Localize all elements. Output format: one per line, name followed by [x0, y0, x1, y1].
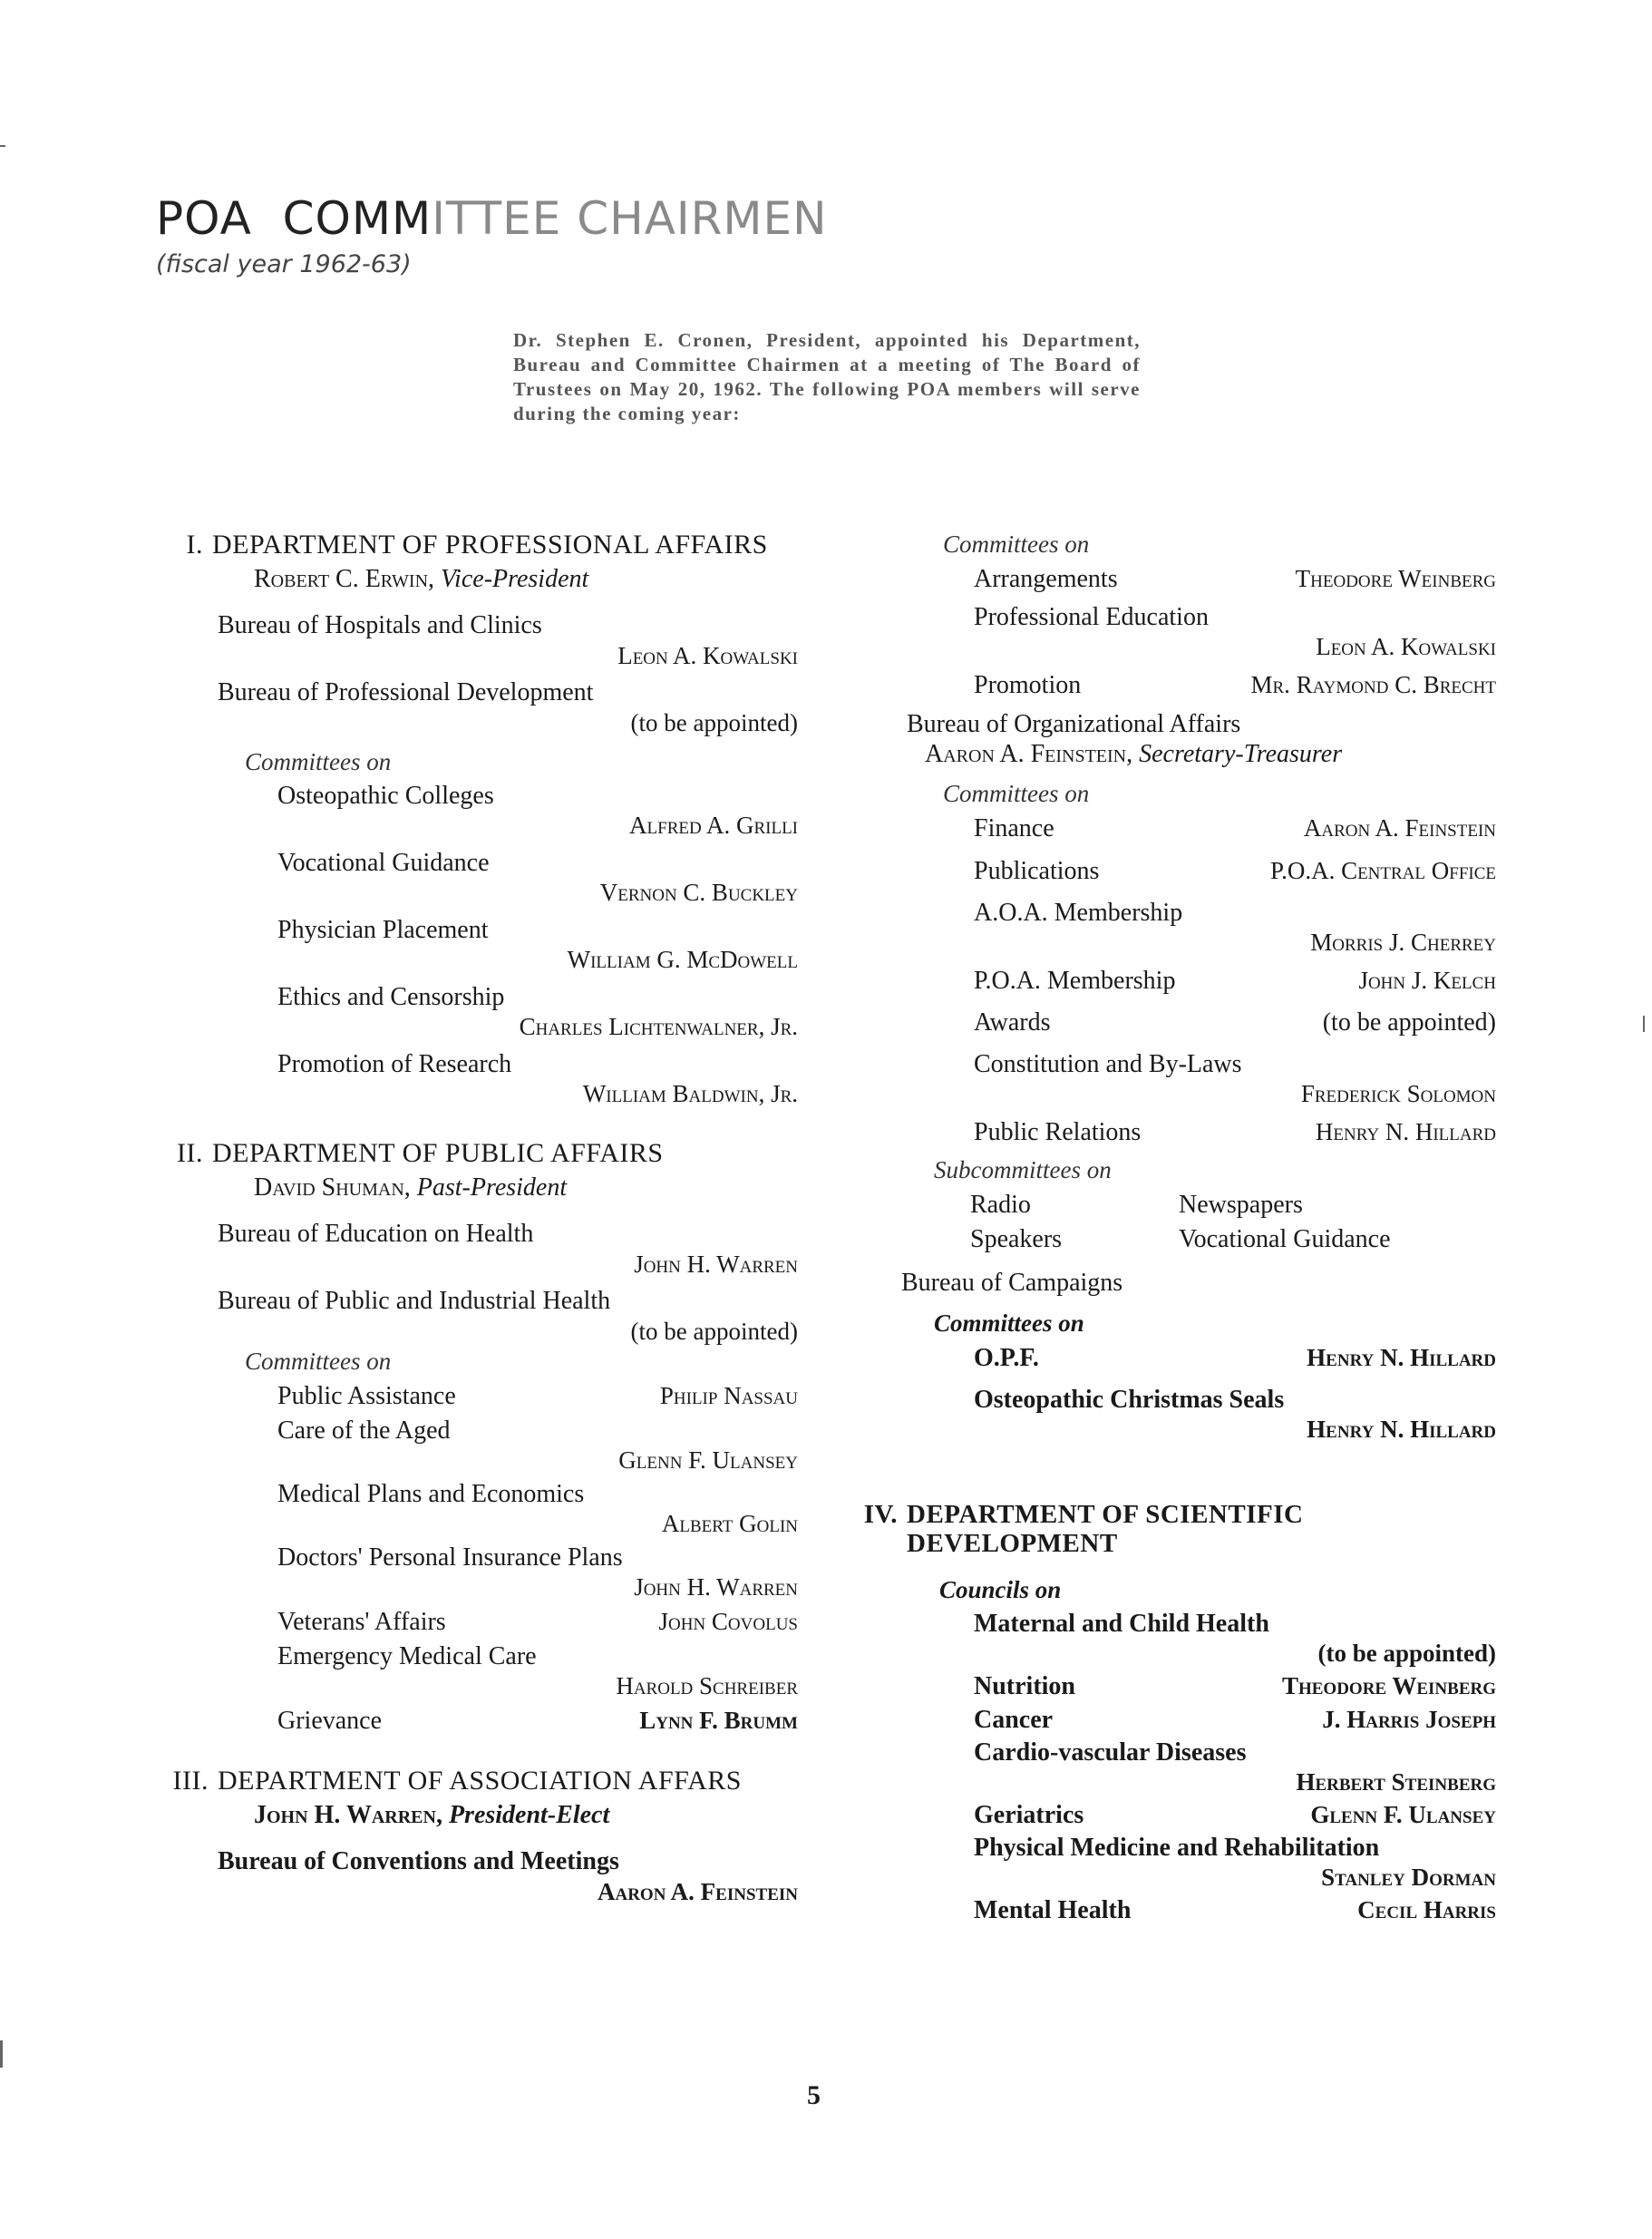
committee-chair: Aaron A. Feinstein	[1303, 814, 1496, 842]
committees-label: Committees on	[943, 780, 1090, 807]
dept-number: I.	[186, 530, 203, 560]
right-column	[863, 531, 1496, 1929]
committee-item	[277, 1381, 798, 1411]
dept-number: IV.	[863, 1500, 898, 1529]
committee-chair: William G. McDowell	[567, 946, 798, 973]
committee-name: Publications	[974, 857, 1100, 885]
committee-item	[277, 849, 798, 907]
committee-chair: Theodore Weinberg	[1295, 565, 1496, 592]
committees-label: Committees on	[943, 531, 1090, 558]
dept-name: DEPARTMENT OF SCIENTIFIC DEVELOPMENT	[907, 1500, 1304, 1558]
council-chair: Theodore Weinberg	[1281, 1672, 1496, 1699]
dept-heading	[145, 531, 798, 560]
dept-number: III.	[172, 1766, 209, 1796]
committee-name: Professional Education	[974, 603, 1209, 631]
title-word-faded: ITTEE CHAIRMEN	[432, 192, 828, 245]
committee-name: Finance	[974, 814, 1054, 842]
committee-item	[974, 899, 1496, 957]
committee-chair: Henry N. Hillard	[1315, 1118, 1496, 1145]
officer-role: President-Elect	[448, 1801, 610, 1829]
committee-name: A.O.A. Membership	[974, 899, 1183, 927]
dept-heading	[145, 1767, 798, 1796]
bureau-officer	[925, 740, 1496, 769]
councils-label: Councils on	[939, 1576, 1062, 1603]
committee-item	[277, 983, 798, 1041]
committee-chair: Leon A. Kowalski	[1316, 633, 1496, 660]
committee-chair: Vernon C. Buckley	[599, 879, 798, 906]
council-item	[974, 1705, 1496, 1735]
council-chair: Herbert Steinberg	[1296, 1768, 1496, 1796]
committee-chair: John H. Warren	[634, 1573, 798, 1601]
officer-role: Secretary-Treasurer	[1139, 740, 1343, 768]
committee-item	[277, 916, 798, 974]
intro-paragraph: Dr. Stephen E. Cronen, President, appointed his Department, Bureau and Committee Chairmen at a meeting of The Board of Trustees on May 20, 1962. The following POA members will serve during the coming year:	[513, 329, 1141, 424]
committee-name: O.P.F.	[974, 1344, 1039, 1372]
title-word-poa: POA	[156, 192, 252, 245]
council-item	[974, 1895, 1496, 1925]
committee-item	[277, 1416, 798, 1475]
officer-name: John H. Warren,	[254, 1801, 442, 1829]
committees-label: Committees on	[934, 1309, 1084, 1337]
council-name: Nutrition	[974, 1672, 1075, 1700]
committee-name: Public Relations	[974, 1118, 1142, 1146]
subcommittee-item: Newspapers	[1179, 1191, 1303, 1219]
committee-chair: Philip Nassau	[659, 1382, 798, 1409]
council-name: Geriatrics	[974, 1801, 1084, 1829]
bureau-chair: Leon A. Kowalski	[617, 642, 798, 669]
committee-chair: Mr. Raymond C. Brecht	[1250, 671, 1496, 698]
committee-name: P.O.A. Membership	[974, 967, 1176, 995]
committee-chair: John J. Kelch	[1358, 967, 1496, 994]
dept-name: DEPARTMENT OF PROFESSIONAL AFFAIRS	[212, 530, 768, 560]
committee-name: Osteopathic Colleges	[277, 782, 494, 810]
scan-artifact	[0, 2040, 3, 2068]
committee-item	[277, 1543, 798, 1601]
council-name: Mental Health	[974, 1896, 1132, 1924]
committee-item	[974, 856, 1496, 886]
committee-name: Vocational Guidance	[277, 849, 490, 877]
left-column	[145, 531, 798, 1906]
committee-chair: John Covolus	[658, 1608, 798, 1635]
page-subtitle: (fiscal year 1962-63)	[156, 250, 412, 278]
page-title	[156, 192, 828, 245]
council-chair: (to be appointed)	[1317, 1640, 1496, 1667]
committee-chair: William Baldwin, Jr.	[582, 1080, 798, 1107]
committee-chair: Lynn F. Brumm	[639, 1707, 798, 1734]
committee-item	[974, 966, 1496, 996]
committee-name: Grievance	[277, 1707, 383, 1735]
council-name: Physical Medicine and Rehabilitation	[974, 1834, 1380, 1862]
committee-name: Arrangements	[974, 565, 1118, 593]
dept-officer	[254, 1801, 798, 1830]
committee-name: Physician Placement	[277, 916, 489, 944]
officer-name: Aaron A. Feinstein,	[925, 740, 1133, 768]
council-chair: Stanley Dorman	[1321, 1864, 1496, 1891]
committees-label: Committees on	[245, 748, 392, 775]
subcommittee-item: Radio	[970, 1191, 1031, 1219]
subcommittee-item: Speakers	[970, 1225, 1063, 1253]
scan-artifact	[0, 145, 5, 147]
committee-name: Promotion of Research	[277, 1050, 512, 1078]
committee-item	[974, 1386, 1496, 1444]
committee-name: Awards	[974, 1008, 1051, 1037]
bureau-title: Bureau of Public and Industrial Health	[218, 1287, 611, 1315]
dept-number: II.	[177, 1138, 203, 1168]
committee-name: Doctors' Personal Insurance Plans	[277, 1543, 623, 1572]
council-name: Cardio-vascular Diseases	[974, 1738, 1247, 1767]
council-item	[974, 1738, 1496, 1796]
bureau-title: Bureau of Education on Health	[218, 1220, 534, 1248]
committee-item	[974, 813, 1496, 843]
committee-item	[974, 564, 1496, 594]
bureau-title: Bureau of Conventions and Meetings	[218, 1847, 619, 1875]
council-item	[974, 1800, 1496, 1830]
committee-name: Constitution and By-Laws	[974, 1050, 1242, 1078]
dept-name: DEPARTMENT OF ASSOCIATION AFFARS	[218, 1766, 742, 1796]
committee-chair: Charles Lichtenwalner, Jr.	[519, 1013, 798, 1040]
committee-name: Promotion	[974, 671, 1082, 699]
bureau-chair: (to be appointed)	[630, 709, 798, 736]
committee-chair: Frederick Solomon	[1300, 1080, 1496, 1107]
committee-chair: Alfred A. Grilli	[629, 812, 798, 839]
committee-name: Veterans' Affairs	[277, 1608, 446, 1636]
committee-name: Emergency Medical Care	[277, 1642, 537, 1670]
bureau-title: Bureau of Organizational Affairs	[907, 710, 1241, 738]
council-item	[974, 1610, 1496, 1668]
dept-officer	[254, 1173, 798, 1202]
scan-artifact	[1643, 1016, 1645, 1032]
council-chair: J. Harris Joseph	[1322, 1706, 1496, 1733]
officer-name: David Shuman,	[254, 1173, 411, 1202]
bureau-chair: (to be appointed)	[630, 1318, 798, 1345]
committee-name: Medical Plans and Economics	[277, 1480, 585, 1508]
subcommittees-label: Subcommittees on	[934, 1156, 1112, 1183]
title-word-comm: COMM	[282, 192, 432, 245]
committee-chair: Glenn F. Ulansey	[618, 1446, 798, 1474]
committee-item	[277, 782, 798, 840]
subcommittee-list	[970, 1188, 1496, 1257]
committee-item	[974, 1050, 1496, 1108]
committee-item	[974, 670, 1496, 700]
committee-item	[277, 1480, 798, 1538]
officer-role: Vice-President	[441, 565, 589, 593]
page-number: 5	[807, 2080, 821, 2110]
dept-heading	[834, 1500, 1496, 1558]
council-item	[974, 1834, 1496, 1892]
committee-item	[277, 1050, 798, 1108]
committee-item	[974, 1008, 1496, 1037]
committee-name: Osteopathic Christmas Seals	[974, 1386, 1285, 1414]
committee-chair: (to be appointed)	[1322, 1008, 1496, 1037]
committee-item	[974, 1117, 1496, 1147]
council-name: Cancer	[974, 1706, 1054, 1734]
bureau-title: Bureau of Campaigns	[901, 1269, 1123, 1297]
bureau-title: Bureau of Hospitals and Clinics	[218, 611, 542, 639]
committee-chair: Harold Schreiber	[616, 1672, 798, 1699]
committee-name: Public Assistance	[277, 1382, 456, 1410]
committee-chair: P.O.A. Central Office	[1270, 857, 1496, 884]
committee-item	[974, 1343, 1496, 1373]
officer-role: Past-President	[416, 1173, 568, 1202]
council-item	[974, 1671, 1496, 1701]
officer-name: Robert C. Erwin,	[254, 565, 435, 593]
bureau-title: Bureau of Professional Development	[218, 678, 594, 706]
committee-chair: Henry N. Hillard	[1307, 1344, 1496, 1371]
council-chair: Glenn F. Ulansey	[1310, 1801, 1496, 1828]
council-name: Maternal and Child Health	[974, 1610, 1269, 1638]
bureau-chair: Aaron A. Feinstein	[597, 1878, 798, 1905]
bureau-chair: John H. Warren	[634, 1251, 798, 1278]
committee-name: Ethics and Censorship	[277, 983, 505, 1011]
committees-label: Committees on	[245, 1348, 392, 1375]
committee-item	[277, 1642, 798, 1700]
subcommittee-item: Vocational Guidance	[1179, 1225, 1391, 1253]
dept-officer	[254, 565, 798, 594]
dept-heading	[145, 1139, 798, 1168]
committee-chair: Morris J. Cherrey	[1310, 929, 1496, 956]
dept-name: DEPARTMENT OF PUBLIC AFFAIRS	[212, 1138, 664, 1168]
committee-chair: Albert Golin	[661, 1510, 798, 1537]
council-chair: Cecil Harris	[1357, 1896, 1496, 1923]
committee-item	[277, 1607, 798, 1637]
committee-item	[277, 1706, 798, 1736]
committee-item	[974, 603, 1496, 661]
committee-name: Care of the Aged	[277, 1416, 451, 1445]
committee-chair: Henry N. Hillard	[1307, 1416, 1496, 1443]
